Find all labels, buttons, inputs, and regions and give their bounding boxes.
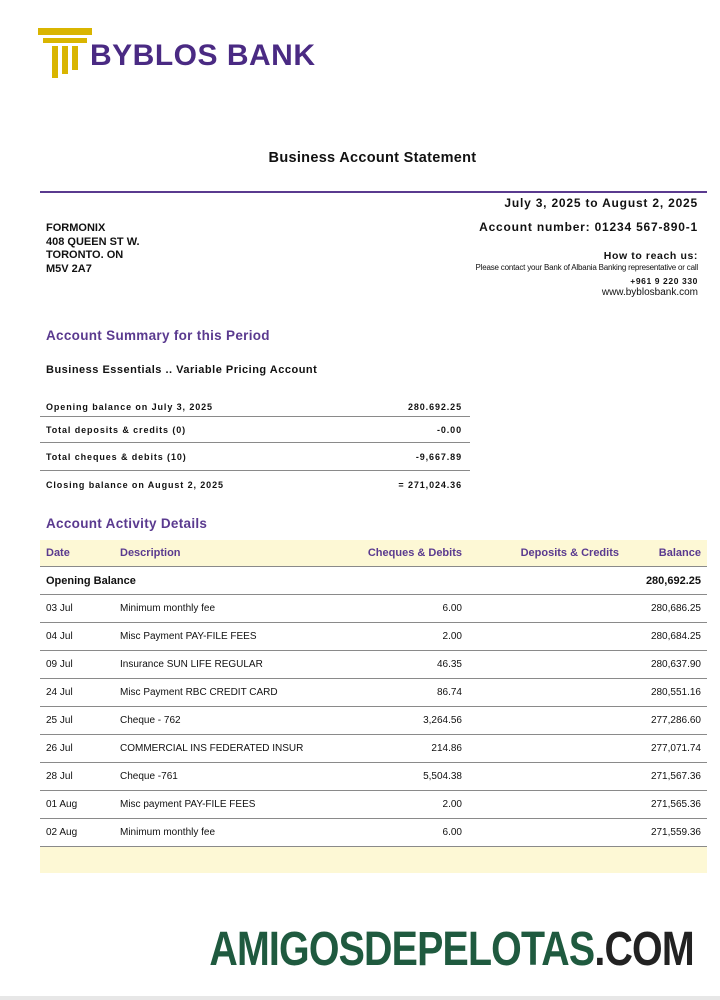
customer-address <box>46 222 140 276</box>
opening-balance-value: 280,692.25 <box>645 574 701 587</box>
customer-postal-code: M5V 2A7 <box>46 262 92 275</box>
header-balance: Balance <box>658 547 701 559</box>
row-balance: 277,071.74 <box>650 743 701 754</box>
page-bottom-edge <box>0 996 720 1000</box>
header-debits: Cheques & Debits <box>367 547 462 559</box>
contact-website: www.byblosbank.com <box>601 287 698 298</box>
row-description: Cheque - 762 <box>120 715 181 726</box>
row-balance: 271,565.36 <box>650 799 701 810</box>
row-date: 04 Jul <box>46 631 73 642</box>
row-balance: 271,567.36 <box>650 771 701 782</box>
statement-title: Business Account Statement <box>268 150 477 166</box>
activity-title: Account Activity Details <box>46 516 208 531</box>
summary-label: Closing balance on August 2, 2025 <box>46 479 224 490</box>
row-date: 02 Aug <box>46 827 78 838</box>
watermark-domain: .COM <box>594 923 694 976</box>
table-row <box>40 678 707 706</box>
row-description: Minimum monthly fee <box>120 827 216 838</box>
table-row <box>40 650 707 678</box>
row-description: COMMERCIAL INS FEDERATED INSUR <box>120 743 304 754</box>
activity-table <box>40 540 707 873</box>
header-date: Date <box>46 547 70 559</box>
row-balance: 280,686.25 <box>650 603 701 614</box>
opening-balance-row <box>40 566 707 594</box>
row-debit: 3,264.56 <box>423 715 462 726</box>
account-type: Business Essentials .. Variable Pricing Account <box>46 364 318 376</box>
row-description: Misc payment PAY-FILE FEES <box>120 799 256 810</box>
row-date: 09 Jul <box>46 659 73 670</box>
summary-row <box>40 470 470 498</box>
header-description: Description <box>120 547 181 559</box>
watermark-text: AMIGOSDEPELOTAS <box>209 923 595 976</box>
row-debit: 86.74 <box>436 687 462 698</box>
customer-name: FORMONIX <box>46 222 106 234</box>
row-debit: 6.00 <box>442 603 462 614</box>
row-balance: 280,637.90 <box>650 659 701 670</box>
contact-text: Please contact your Bank of Albania Banking representative or call <box>475 263 698 272</box>
summary-value: = 271,024.36 <box>398 479 462 490</box>
table-row <box>40 594 707 622</box>
header-divider <box>40 191 707 193</box>
row-debit: 2.00 <box>442 631 462 642</box>
opening-balance-label: Opening Balance <box>46 574 136 587</box>
table-row <box>40 818 707 846</box>
summary-label: Total cheques & debits (10) <box>46 451 187 462</box>
contact-title: How to reach us: <box>603 250 698 262</box>
activity-table-header <box>40 540 707 566</box>
row-date: 25 Jul <box>46 715 73 726</box>
summary-value: -0.00 <box>436 424 462 435</box>
table-row <box>40 622 707 650</box>
pillar-logo-icon <box>38 28 92 82</box>
customer-address-line1: 408 QUEEN ST W. <box>46 235 140 248</box>
row-balance: 271,559.36 <box>650 827 701 838</box>
table-row <box>40 790 707 818</box>
row-description: Insurance SUN LIFE REGULAR <box>120 659 263 670</box>
summary-label: Opening balance on July 3, 2025 <box>46 402 213 412</box>
summary-title: Account Summary for this Period <box>46 328 270 343</box>
row-date: 26 Jul <box>46 743 73 754</box>
row-debit: 5,504.38 <box>423 771 462 782</box>
table-row <box>40 706 707 734</box>
row-date: 28 Jul <box>46 771 73 782</box>
summary-table <box>40 398 470 498</box>
summary-value: -9,667.89 <box>415 451 462 462</box>
table-row <box>40 734 707 762</box>
row-date: 24 Jul <box>46 687 73 698</box>
contact-phone: +961 9 220 330 <box>630 276 698 286</box>
summary-row <box>40 398 470 416</box>
account-number: Account number: 01234 567-890-1 <box>479 220 698 234</box>
row-debit: 214.86 <box>431 743 462 754</box>
row-date: 01 Aug <box>46 799 78 810</box>
summary-value: 280.692.25 <box>407 402 462 412</box>
row-description: Cheque -761 <box>120 771 178 782</box>
row-balance: 277,286.60 <box>650 715 701 726</box>
summary-row <box>40 416 470 442</box>
summary-row <box>40 442 470 470</box>
activity-table-footer <box>40 846 707 873</box>
row-description: Misc Payment PAY-FILE FEES <box>120 631 257 642</box>
watermark <box>210 922 694 977</box>
row-balance: 280,551.16 <box>650 687 701 698</box>
row-description: Minimum monthly fee <box>120 603 216 614</box>
row-debit: 46.35 <box>436 659 462 670</box>
row-debit: 6.00 <box>442 827 462 838</box>
header-credits: Deposits & Credits <box>520 547 619 559</box>
table-row <box>40 762 707 790</box>
row-balance: 280,684.25 <box>650 631 701 642</box>
summary-label: Total deposits & credits (0) <box>46 424 187 435</box>
bank-name: BYBLOS BANK <box>90 39 316 72</box>
row-debit: 2.00 <box>442 799 462 810</box>
customer-address-line2: TORONTO. ON <box>46 249 124 261</box>
row-description: Misc Payment RBC CREDIT CARD <box>120 687 278 698</box>
row-date: 03 Jul <box>46 603 73 614</box>
statement-period: July 3, 2025 to August 2, 2025 <box>504 196 698 210</box>
